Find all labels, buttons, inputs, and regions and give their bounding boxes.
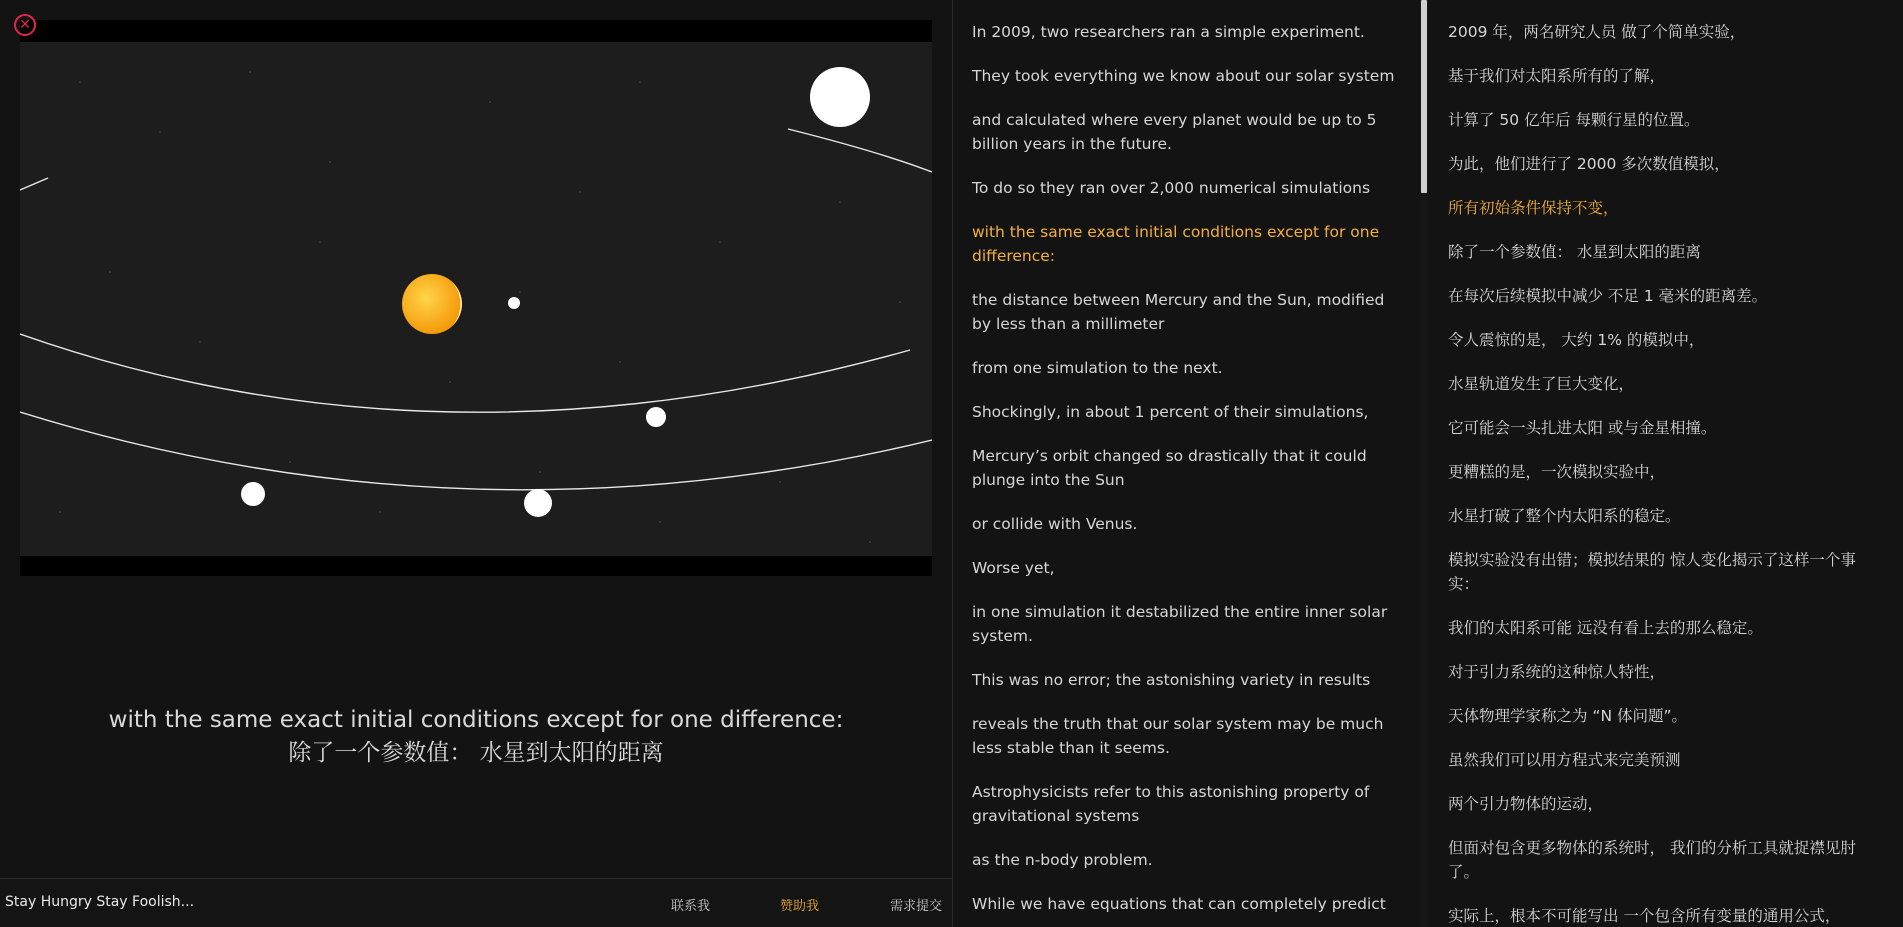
transcript-line[interactable]: Astrophysicists refer to this astonishing property of gravitational systems: [972, 783, 1370, 825]
footer-slogan: Stay Hungry Stay Foolish...: [5, 894, 195, 910]
transcript-scrollbar[interactable]: [1420, 0, 1428, 927]
transcript-line[interactable]: In 2009, two researchers ran a simple experiment.: [972, 23, 1365, 41]
close-icon[interactable]: ✕: [14, 14, 36, 36]
subtitle-english: with the same exact initial conditions except for one difference:: [108, 707, 844, 733]
video-frame[interactable]: [20, 20, 932, 576]
transcript-line[interactable]: from one simulation to the next.: [972, 359, 1223, 377]
subtitle-box: [20, 704, 932, 771]
transcript-line[interactable]: To do so they ran over 2,000 numerical simulations: [972, 179, 1371, 197]
transcript-line[interactable]: with the same exact initial conditions except for one difference:: [972, 223, 1380, 265]
english-transcript-panel[interactable]: [953, 0, 1421, 927]
transcript-line[interactable]: 两个引力物体的运动，: [1448, 795, 1604, 813]
transcript-line[interactable]: 实际上，根本不可能写出 一个包含所有变量的通用公式，: [1448, 907, 1841, 925]
transcript-line[interactable]: reveals the truth that our solar system may be much less stable than it seems.: [972, 715, 1384, 757]
transcript-line[interactable]: 令人震惊的是， 大约 1% 的模拟中，: [1448, 331, 1705, 349]
transcript-line[interactable]: in one simulation it destabilized the entire inner solar system.: [972, 603, 1388, 645]
request-link[interactable]: 需求提交: [890, 899, 943, 914]
subtitle-chinese: 除了一个参数值： 水星到太阳的距离: [288, 740, 664, 767]
transcript-line[interactable]: 但面对包含更多物体的系统时， 我们的分析工具就捉襟见肘了。: [1448, 839, 1856, 881]
transcript-line[interactable]: 基于我们对太阳系所有的了解，: [1448, 67, 1666, 85]
transcript-line[interactable]: 天体物理学家称之为 “N 体问题”。: [1448, 707, 1688, 725]
planet-mars: [241, 482, 265, 506]
planet-mercury: [508, 297, 520, 309]
planet-earth: [524, 489, 552, 517]
transcript-line[interactable]: or collide with Venus.: [972, 515, 1138, 533]
transcript-line[interactable]: While we have equations that can completely predict: [972, 895, 1386, 913]
chinese-transcript-panel[interactable]: [1428, 0, 1903, 927]
transcript-line[interactable]: 计算了 50 亿年后 每颗行星的位置。: [1448, 111, 1700, 129]
planet-venus: [646, 407, 666, 427]
transcript-line[interactable]: as the n-body problem.: [972, 851, 1153, 869]
transcript-line[interactable]: Shockingly, in about 1 percent of their simulations,: [972, 403, 1369, 421]
transcript-line[interactable]: 它可能会一头扎进太阳 或与金星相撞。: [1448, 419, 1717, 437]
transcript-line[interactable]: 对于引力系统的这种惊人特性，: [1448, 663, 1666, 681]
transcript-line[interactable]: 更糟糕的是，一次模拟实验中，: [1448, 463, 1666, 481]
footer-bar: [0, 878, 952, 927]
transcript-line[interactable]: 所有初始条件保持不变，: [1448, 199, 1619, 217]
scrollbar-thumb[interactable]: [1421, 0, 1427, 193]
transcript-line[interactable]: and calculated where every planet would be up to 5 billion years in the future.: [972, 111, 1377, 153]
transcript-line[interactable]: 虽然我们可以用方程式来完美预测: [1448, 751, 1681, 769]
transcript-line[interactable]: 2009 年，两名研究人员 做了个简单实验，: [1448, 23, 1746, 41]
transcript-line[interactable]: 水星打破了整个内太阳系的稳定。: [1448, 507, 1681, 525]
transcript-line[interactable]: 水星轨道发生了巨大变化，: [1448, 375, 1635, 393]
transcript-line[interactable]: 我们的太阳系可能 远没有看上去的那么稳定。: [1448, 619, 1763, 637]
solar-system-illustration: [20, 42, 932, 556]
transcript-line[interactable]: 为此，他们进行了 2000 多次数值模拟，: [1448, 155, 1730, 173]
transcript-line[interactable]: They took everything we know about our solar system: [972, 67, 1395, 85]
transcript-line[interactable]: the distance between Mercury and the Sun, modified by less than a millimeter: [972, 291, 1385, 333]
transcript-line[interactable]: 在每次后续模拟中减少 不足 1 毫米的距离差。: [1448, 287, 1768, 305]
transcript-line[interactable]: 模拟实验没有出错；模拟结果的 惊人变化揭示了这样一个事实：: [1448, 551, 1856, 593]
transcript-line[interactable]: This was no error; the astonishing variety in results: [972, 671, 1371, 689]
transcript-line[interactable]: 除了一个参数值： 水星到太阳的距离: [1448, 243, 1701, 261]
transcript-line[interactable]: Worse yet,: [972, 559, 1055, 577]
sponsor-link[interactable]: 赞助我: [780, 899, 820, 914]
planet-outer: [810, 67, 870, 127]
contact-link[interactable]: 联系我: [671, 899, 711, 914]
transcript-line[interactable]: Mercury’s orbit changed so drastically that it could plunge into the Sun: [972, 447, 1367, 489]
